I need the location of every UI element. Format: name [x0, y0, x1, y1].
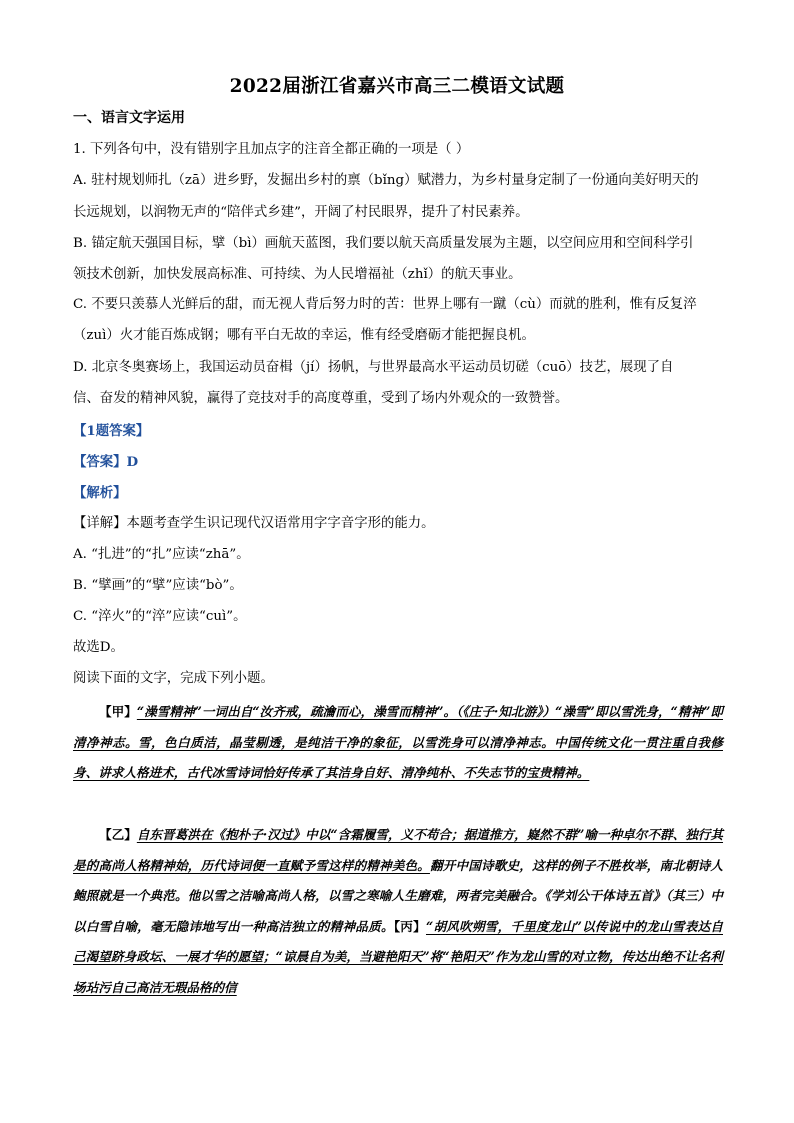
option-c-line2: （zuì）火才能百炼成钢；哪有平白无故的幸运，惟有经受磨砺才能把握良机。	[73, 328, 535, 343]
analysis-tag: 【解析】	[73, 485, 127, 501]
analysis-a: A. “扎进”的“扎”应读“zhā”。	[73, 547, 250, 562]
passage-yi-text: 翻开中国诗歌史，这样的例子不胜枚举，南北朝诗人鲍照就是一个典范。他以雪之洁喻高尚人格，以雪之寒喻人生磨难，两者完美融合。《学刘公干体诗五首》（其三）中以白雪自喻，毫无隐讳地写出一种高洁独立的精神品质。	[73, 857, 724, 934]
passage-bing-label: 【丙】	[393, 918, 426, 934]
detail-line: 【详解】本题考查学生识记现代汉语常用字字音字形的能力。	[73, 516, 435, 531]
passage-jia	[73, 697, 723, 789]
answer-text: 【答案】D	[73, 454, 139, 470]
option-c-line1: C. 不要只羡慕人光鲜后的甜，而无视人背后努力时的苦：世界上哪有一蹴（cù）而就的胜利，惟有反复淬	[73, 297, 697, 312]
passage-yi	[73, 820, 723, 1003]
page-title: 2022届浙江省嘉兴市高三二模语文试题	[229, 76, 565, 97]
passage-jia-label: 【甲】	[99, 704, 137, 719]
answer-line	[73, 453, 138, 472]
passage-yi-underlined: 自东晋葛洪在《抱朴子·汉过》中以“含霜履雪，义不苟合；据道推方，嶷然不群”喻一种卓尔不群、独行其是的高尚人格精神始，历代诗词便一直赋予雪这样的精神美色。	[73, 827, 724, 873]
passage-bing-text: “胡风吹朔雪，千里度龙山”以传说中的龙山雪表达自己渴望跻身政坛、一展才华的愿望；“谅晨自为美，当避艳阳天”将“艳阳天”作为龙山雪的对立物，传达出绝不让名利场玷污自己高洁无瑕品格的信	[73, 918, 723, 995]
passage-yi-label: 【乙】	[99, 827, 137, 842]
option-d-line1: D. 北京冬奥赛场上，我国运动员奋楫（jí）扬帆，与世界最高水平运动员切磋（cuō）技艺，展现了自	[73, 360, 674, 375]
option-b-line1: B. 锚定航天强国目标，擘（bì）画航天蓝图，我们要以航天高质量发展为主题，以空间应用和空间科学引	[73, 236, 694, 251]
option-a-line1: A. 驻村规划师扎（zā）进乡野，发掘出乡村的禀（bǐng）赋潜力，为乡村量身定制了一份通向美好明天的	[73, 173, 699, 188]
choose-line: 故选D。	[73, 640, 124, 655]
answer-tag: 【1题答案】	[73, 423, 150, 439]
passage-jia-text: “澡雪精神”一词出自“汝齐戒，疏瀹而心，澡雪而精神”。（《庄子·知北游》）“澡雪”即以雪洗身，“精神”即清净神志。雪，色白质洁，晶莹剔透，是纯洁干净的象征，以雪洗身可以清净神志。中国传统文化一贯注重自我修身、讲求人格进术，古代冰雪诗词恰好传承了其洁身自好、清净纯朴、不失志节的宝贵精神。	[73, 704, 724, 780]
analysis-c: C. “淬火”的“淬”应读“cuì”。	[73, 609, 247, 624]
question-stem: 1. 下列各句中，没有错别字且加点字的注音全都正确的一项是（ ）	[73, 142, 470, 157]
option-a-line2: 长远规划，以润物无声的“陪伴式乡建”，开阔了村民眼界，提升了村民素养。	[73, 205, 529, 220]
option-b-line2: 领技术创新，加快发展高标准、可持续、为人民增福祉（zhǐ）的航天事业。	[73, 267, 522, 282]
reading-instruction: 阅读下面的文字，完成下列小题。	[73, 671, 274, 686]
option-d-line2: 信、奋发的精神风貌，赢得了竞技对手的高度尊重，受到了场内外观众的一致赞誉。	[73, 391, 569, 406]
section-heading: 一、语言文字运用	[73, 110, 185, 126]
analysis-b: B. “擘画”的“擘”应读“bò”。	[73, 578, 243, 593]
